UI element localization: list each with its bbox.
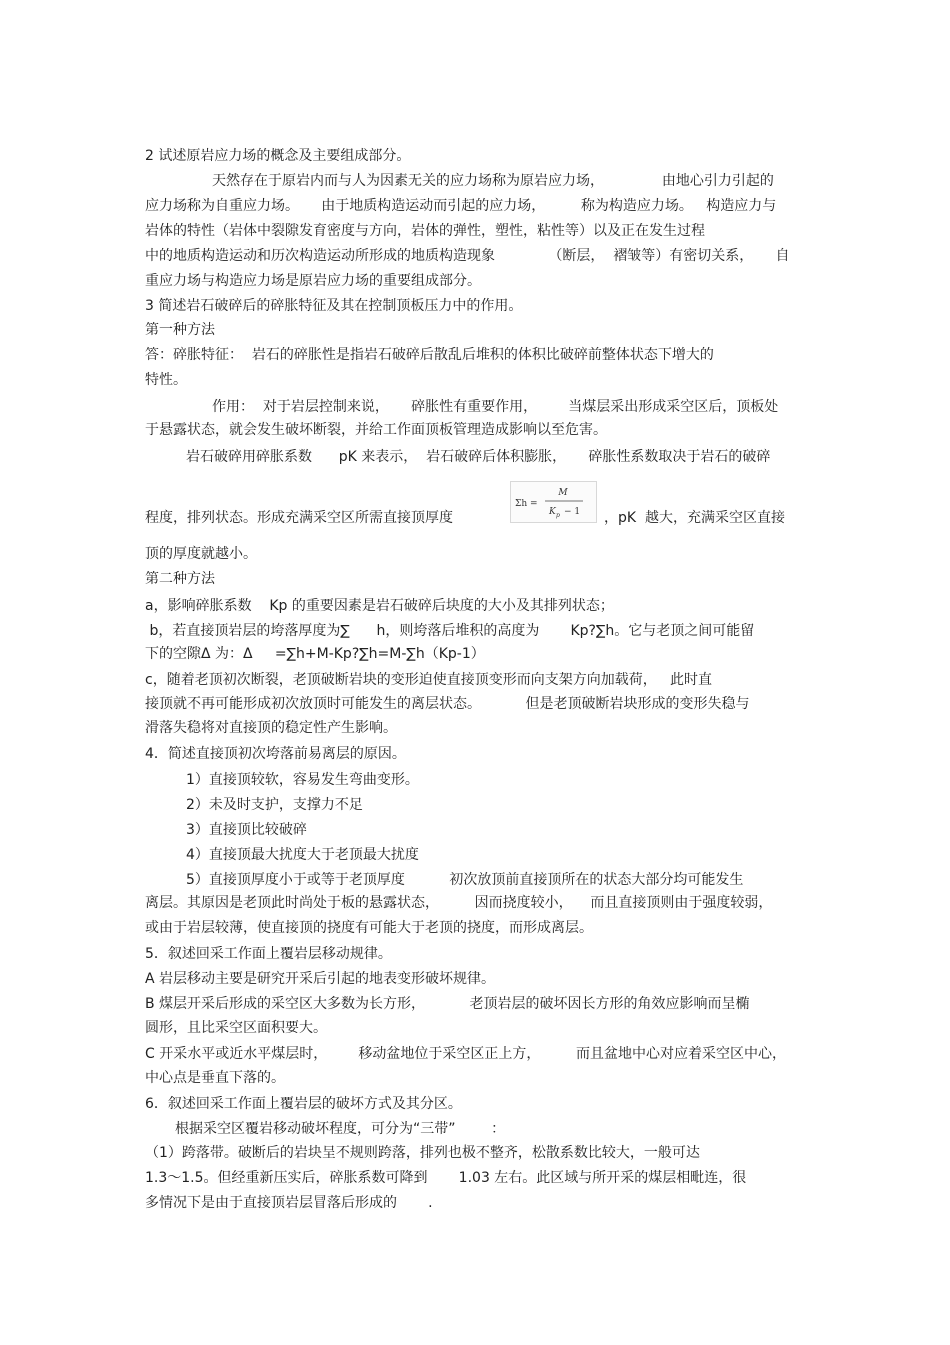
paragraph-line: a，影响碎胀系数 Kp 的重要因素是岩石破碎后块度的大小及其排列状态； (145, 598, 614, 614)
paragraph-line: 中心点是垂直下落的。 (145, 1070, 285, 1086)
formula-lhs: Σh = (515, 499, 538, 509)
paragraph-line: 离层。其原因是老顶此时尚处于板的悬露状态， 因而挠度较小， 而且直接顶则由于强度较弱， (145, 895, 773, 911)
formula-subscript: p (556, 512, 560, 519)
paragraph-line: C 开采水平或近水平煤层时， 移动盆地位于采空区正上方， 而且盆地中心对应着采空区中心， (145, 1046, 786, 1062)
paragraph-line: 下的空隙Δ 为：Δ =∑h+M-Kp?∑h=M-∑h（Kp-1） (145, 646, 485, 662)
list-item: 1）直接顶较软，容易发生弯曲变形。 (186, 772, 419, 788)
paragraph-line: 圆形，且比采空区面积要大。 (145, 1020, 327, 1036)
paragraph-line: 1.3～1.5。但经重新压实后，碎胀系数可降到 1.03 左右。此区域与所开采的煤层相毗连，很 (145, 1170, 747, 1186)
paragraph-line: 特性。 (145, 372, 187, 388)
heading-q5: 5．叙述回采工作面上覆岩层移动规律。 (145, 946, 392, 962)
paragraph-line: 答：碎胀特征： 岩石的碎胀性是指岩石破碎后散乱后堆积的体积比破碎前整体状态下增大的 (145, 347, 714, 363)
heading-q2: 2 试述原岩应力场的概念及主要组成部分。 (145, 148, 411, 164)
formula-minus-one: − 1 (564, 507, 581, 517)
paragraph-line: c，随着老顶初次断裂，老顶破断岩块的变形迫使直接顶变形而向支架方向加载荷， 此时直 (145, 672, 713, 688)
paragraph-line: 根据采空区覆岩移动破坏程度，可分为“三带” ： (175, 1121, 506, 1137)
paragraph-line: 顶的厚度就越小。 (145, 546, 257, 562)
paragraph-line: 岩体的特性（岩体中裂隙发育密度与方向，岩体的弹性，塑性，粘性等）以及正在发生过程 (145, 223, 705, 239)
paragraph-line: b，若直接顶岩层的垮落厚度为∑ h，则垮落后堆积的高度为 Kp?∑h。它与老顶之间可能留 (145, 623, 755, 639)
method-label: 第二种方法 (145, 571, 215, 587)
paragraph-line: 滑落失稳将对直接顶的稳定性产生影响。 (145, 720, 397, 736)
paragraph-line: B 煤层开采后形成的采空区大多数为长方形， 老顶岩层的破坏因长方形的角效应影响而呈椭 (145, 996, 750, 1012)
method-label: 第一种方法 (145, 322, 215, 338)
formula-numerator: M (558, 488, 568, 498)
paragraph-line: ，pK 越大，充满采空区直接 (604, 510, 785, 526)
paragraph-line: 中的地质构造运动和历次构造运动所形成的地质构造现象 （断层， 褶皱等）有密切关系， 自 (145, 248, 790, 264)
paragraph-line: 岩石破碎用碎胀系数 pK 来表示， 岩石破碎后体积膨胀， 碎胀性系数取决于岩石的破碎 (186, 449, 771, 465)
list-item: 2）未及时支护，支撑力不足 (186, 797, 363, 813)
paragraph-line: 作用： 对于岩层控制来说， 碎胀性有重要作用， 当煤层采出形成采空区后，顶板处 (212, 399, 779, 415)
paragraph-line: 或由于岩层较薄，使直接顶的挠度有可能大于老顶的挠度，而形成离层。 (145, 920, 593, 936)
paragraph-line: 于悬露状态，就会发生破坏断裂，并给工作面顶板管理造成影响以至危害。 (145, 422, 607, 438)
list-item: 3）直接顶比较破碎 (186, 822, 307, 838)
paragraph-line: A 岩层移动主要是研究开采后引起的地表变形破坏规律。 (145, 971, 496, 987)
formula-denominator: K (549, 507, 556, 517)
formula-image (510, 481, 597, 523)
paragraph-line: （1）跨落带。破断后的岩块呈不规则跨落，排列也极不整齐，松散系数比较大，一般可达 (145, 1145, 700, 1161)
paragraph-line: 程度，排列状态。形成充满采空区所需直接顶厚度 (145, 510, 453, 526)
paragraph-line: 多情况下是由于直接顶岩层冒落后形成的 . (145, 1195, 433, 1211)
list-item: 4）直接顶最大扰度大于老顶最大扰度 (186, 847, 419, 863)
list-item: 5）直接顶厚度小于或等于老顶厚度 初次放顶前直接顶所在的状态大部分均可能发生 (186, 872, 744, 888)
paragraph-line: 重应力场与构造应力场是原岩应力场的重要组成部分。 (145, 273, 481, 289)
heading-q3: 3 简述岩石破碎后的碎胀特征及其在控制顶板压力中的作用。 (145, 298, 523, 314)
paragraph-line: 天然存在于原岩内而与人为因素无关的应力场称为原岩应力场， 由地心引力引起的 (212, 173, 774, 189)
heading-q6: 6．叙述回采工作面上覆岩层的破坏方式及其分区。 (145, 1096, 462, 1112)
paragraph-line: 接顶就不再可能形成初次放顶时可能发生的离层状态。 但是老顶破断岩块形成的变形失稳与 (145, 696, 750, 712)
paragraph-line: 应力场称为自重应力场。 由于地质构造运动而引起的应力场， 称为构造应力场。 构造应力与 (145, 198, 777, 214)
heading-q4: 4．简述直接顶初次垮落前易离层的原因。 (145, 746, 406, 762)
